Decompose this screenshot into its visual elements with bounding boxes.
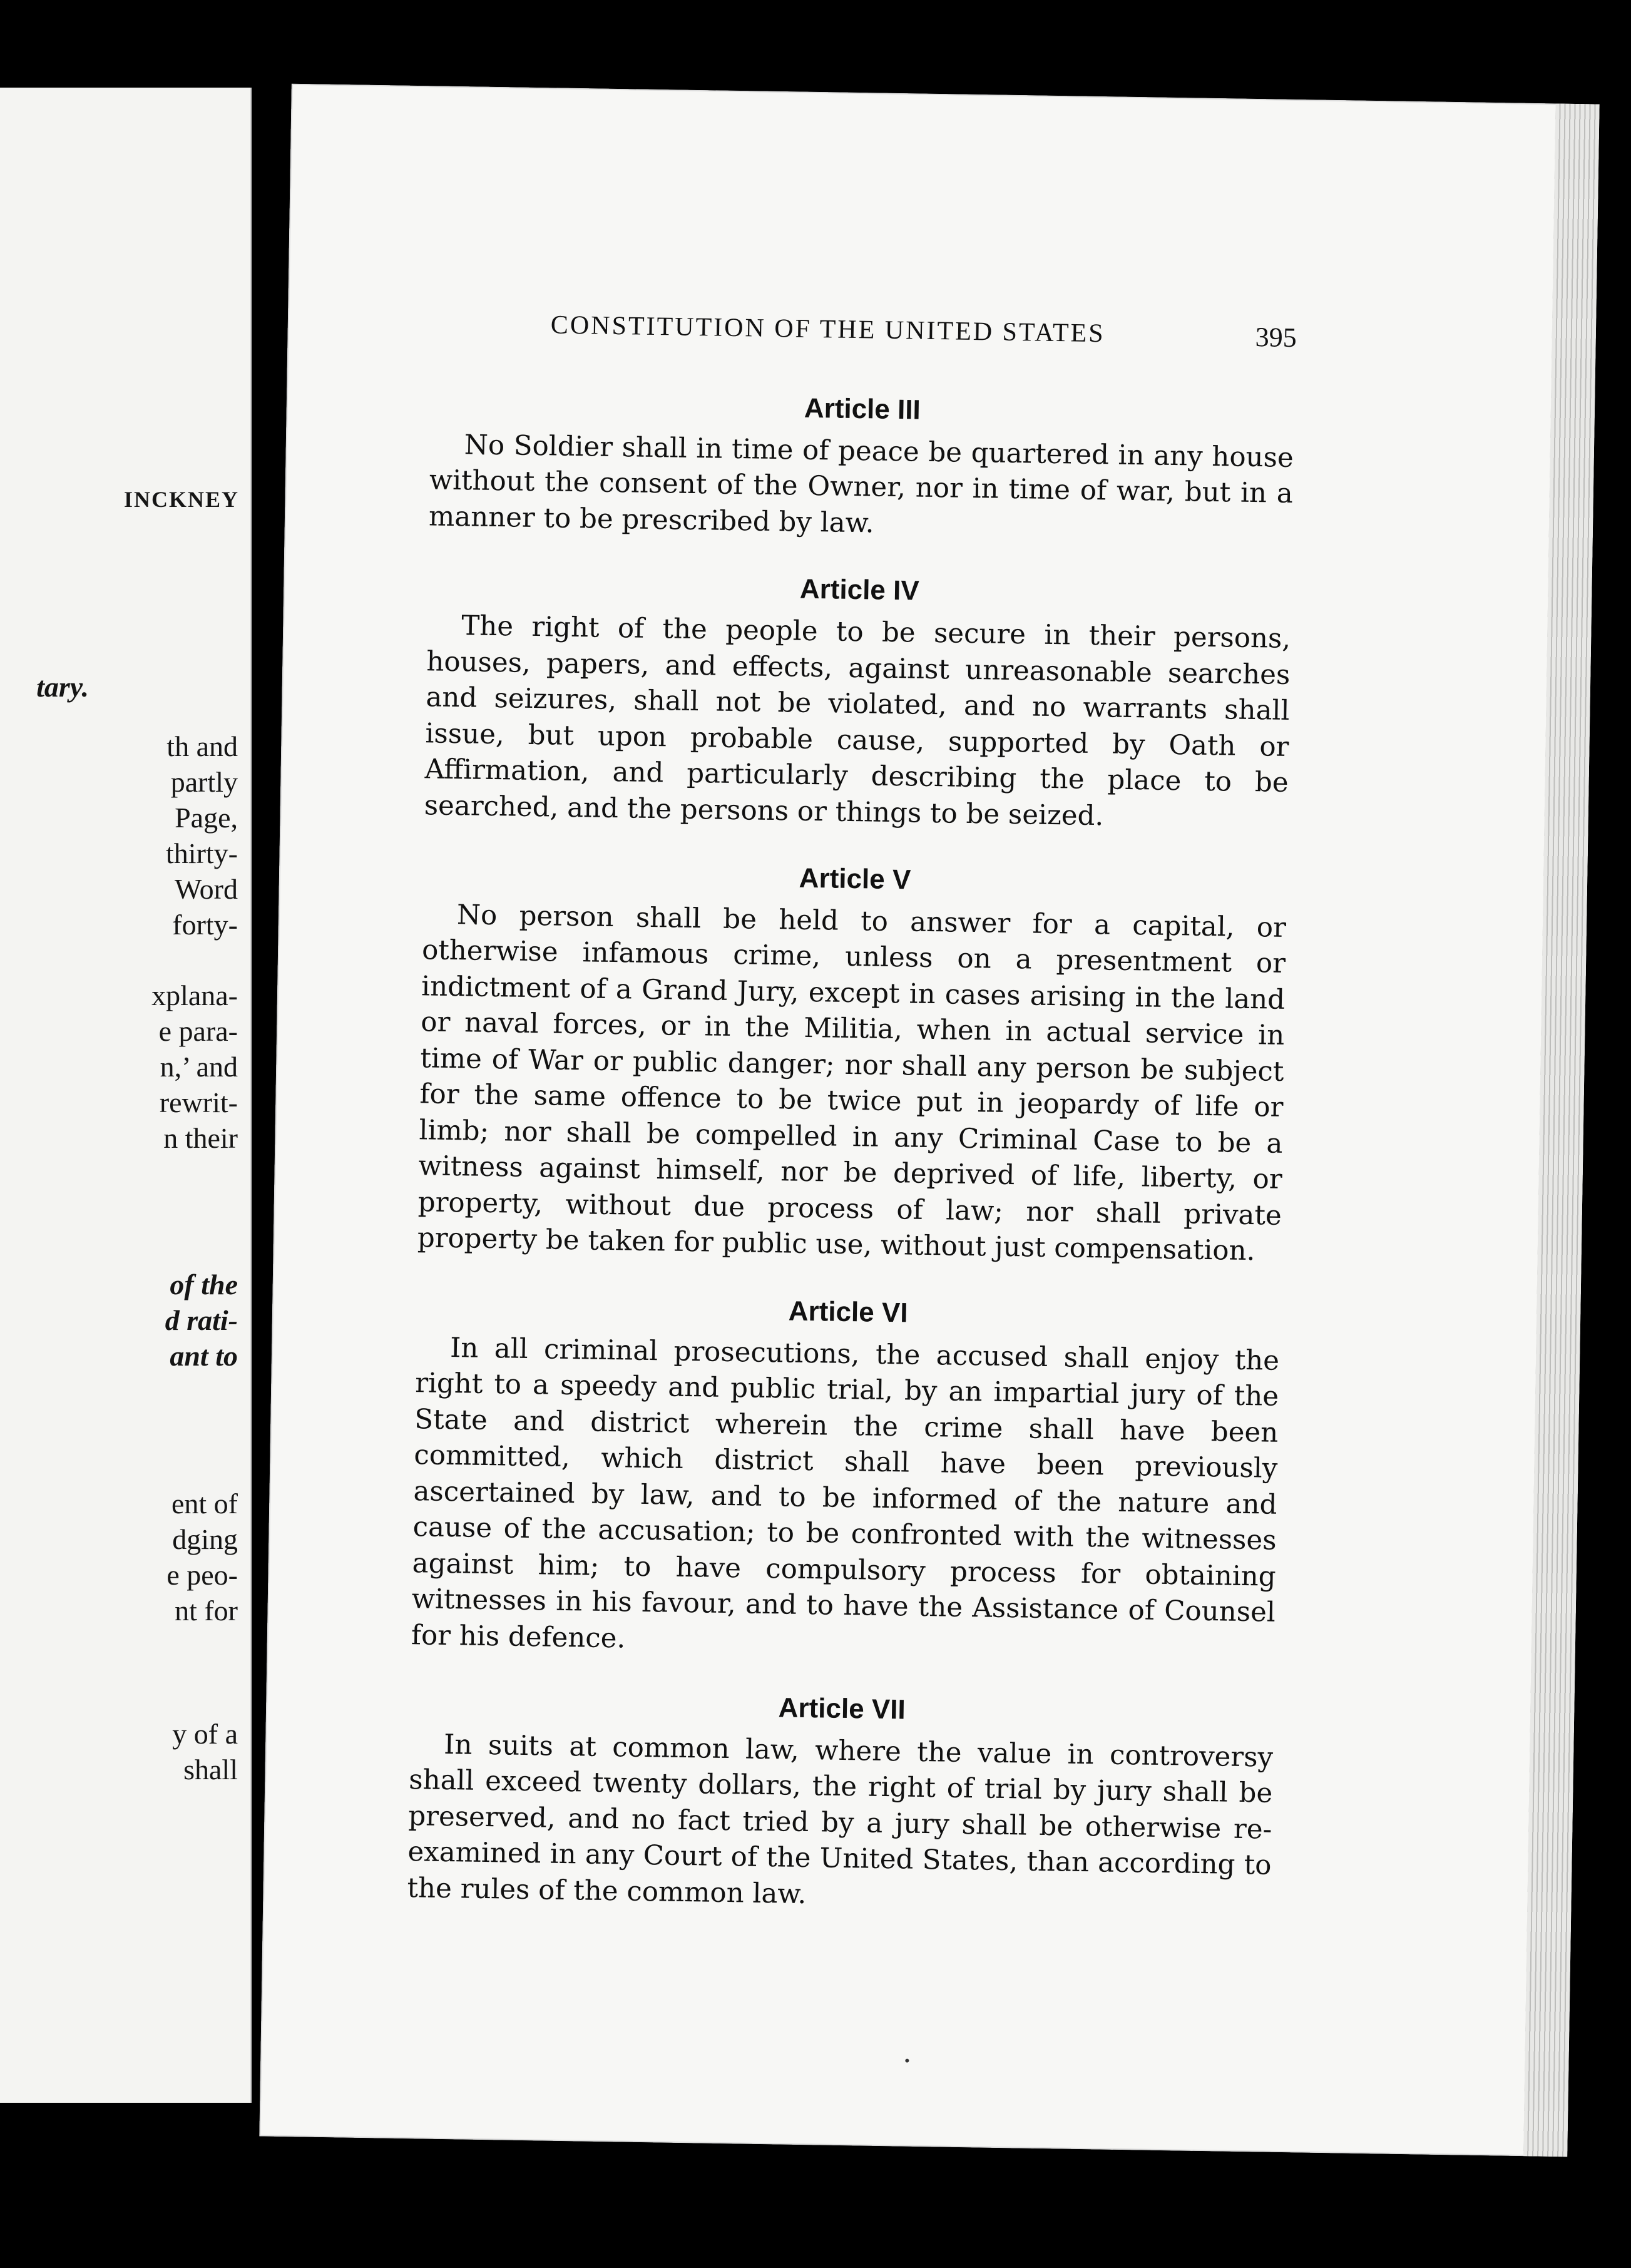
left-page-line: Page, xyxy=(175,802,238,834)
left-page-line: Word xyxy=(174,873,238,905)
left-page-line: th and xyxy=(166,730,238,762)
left-page-line: e para- xyxy=(158,1015,238,1047)
left-page-line: forty- xyxy=(172,909,238,941)
left-page-line: nt for xyxy=(175,1595,238,1627)
left-page-line: rewrit- xyxy=(159,1086,238,1118)
left-page-line: dging xyxy=(172,1523,238,1555)
article-body: In all criminal prosecutions, the accused shall enjoy the right to a speedy and public trial, by an impartial jury of the State and district wherein the crime shall have been committed, which district shall have been previously ascertained by law, and to be informed of the nature and cause of the accusation; to be confronted with the witnesses against him; to have compulsory process for obtaining witnesses in his favour, and to have the Assistance of Counsel for his defence. xyxy=(411,1332,1280,1655)
left-page-line: y of a xyxy=(172,1718,238,1750)
left-page-line: shall xyxy=(183,1754,238,1785)
article-section xyxy=(411,1289,1281,1667)
article-section xyxy=(429,386,1295,548)
page-number: 395 xyxy=(1255,322,1297,354)
article-heading: Article V xyxy=(799,862,911,896)
article-body: The right of the people to be secure in their persons, houses, papers, and effects, against unreasonable searches and seizures, shall not be violated, and no warrants shall issue, but upon probable cause, supported by Oath or Affirmation, and particularly describing the place to be searched, and the persons or things to be seized. xyxy=(424,610,1291,832)
left-page-line: INCKNEY xyxy=(123,487,239,512)
left-page-line: of the xyxy=(170,1269,238,1300)
left-page-line: tary. xyxy=(36,671,89,703)
left-page-line: e peo- xyxy=(166,1559,238,1591)
article-body: In suits at common law, where the value in controversy shall exceed twenty dollars, the right of trial by jury shall be preserved, and no fact tried by a jury shall be otherwise re-examined in any Court of the United States, than according to the rules of the common law. xyxy=(407,1729,1274,1911)
left-page-line: d rati- xyxy=(165,1304,238,1336)
article-text-block xyxy=(406,386,1294,1953)
left-page-line: ant to xyxy=(170,1340,238,1372)
article-body: No Soldier shall in time of peace be quartered in any house without the consent of the Owner, nor in time of war, but in a manner to be prescribed by law. xyxy=(428,429,1294,539)
previous-page-fragment xyxy=(0,88,252,2103)
left-page-line: n,’ and xyxy=(160,1051,238,1083)
left-page-line: n their xyxy=(163,1122,238,1154)
page-speck xyxy=(905,2059,909,2063)
article-heading: Article VI xyxy=(788,1295,908,1329)
article-heading: Article VII xyxy=(778,1692,906,1725)
left-page-line: ent of xyxy=(171,1488,238,1520)
article-body: No person shall be held to answer for a capital, or otherwise infamous crime, unless on a presentment or indictment of a Grand Jury, except in cases arising in the land or naval forces, or in the Militia, when in actual service in time of War or public danger; nor shall any person be subject for the same offence to be twice put in jeopardy of life or limb; nor shall be compelled in any Criminal Case to be a witness against himself, nor be deprived of life, liberty, or property, without due process of law; nor shall private property be taken for public use, without just compensation. xyxy=(417,899,1287,1267)
article-section xyxy=(424,568,1291,837)
left-page-line: thirty- xyxy=(166,837,238,869)
article-section xyxy=(417,856,1287,1270)
running-head: CONSTITUTION OF THE UNITED STATES xyxy=(550,310,1105,349)
left-page-line: partly xyxy=(170,766,238,798)
article-heading: Article III xyxy=(804,392,921,426)
page-edge-stack xyxy=(1523,104,1600,2157)
article-section xyxy=(407,1686,1274,1920)
left-page-line: xplana- xyxy=(151,979,238,1011)
book-page xyxy=(259,84,1599,2157)
article-heading: Article IV xyxy=(799,573,920,606)
